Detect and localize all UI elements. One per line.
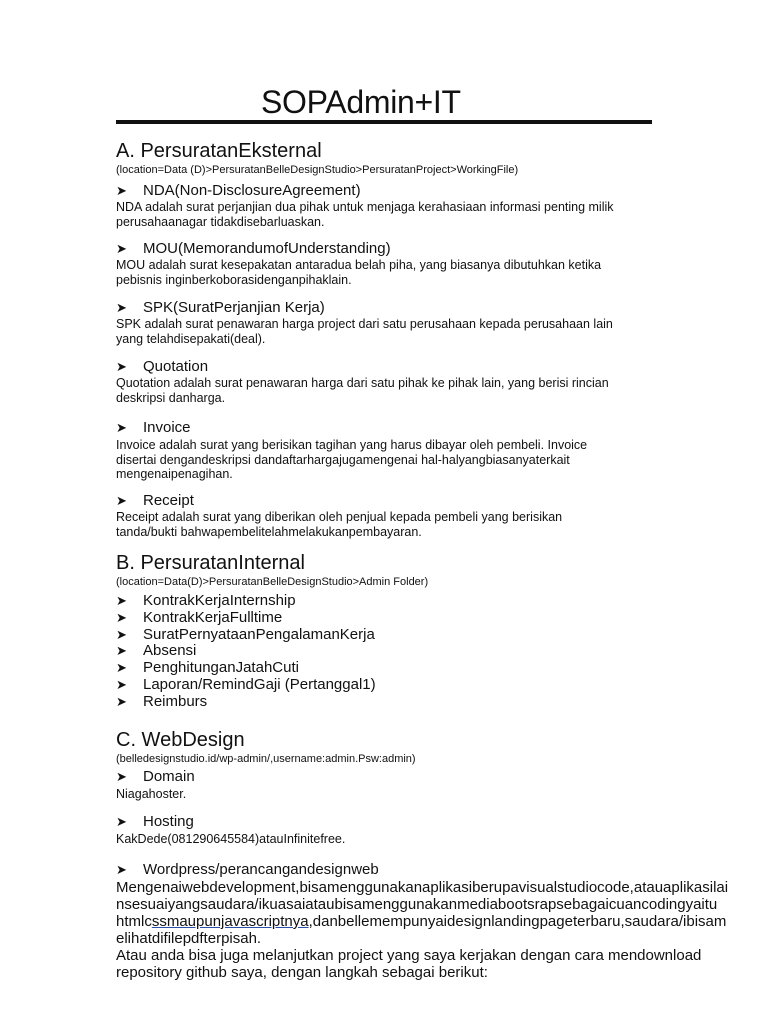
- title-underline: [116, 120, 652, 124]
- section-a-header: [116, 140, 756, 177]
- item-receipt: [116, 492, 756, 539]
- section-b-location: (location=Data(D)>PersuratanBelleDesignStudio>Admin Folder): [116, 576, 429, 588]
- item-label: Domain: [143, 768, 195, 785]
- list-item-label: KontrakKerjaInternship: [143, 591, 296, 609]
- paragraph-text: htmlc: [116, 913, 152, 930]
- arrow-bullet-icon: ➤: [116, 643, 127, 659]
- item-label: Wordpress/perancangandesignweb: [143, 861, 379, 878]
- arrow-bullet-icon: ➤: [116, 626, 127, 642]
- arrow-bullet-icon: ➤: [116, 609, 127, 625]
- paragraph-line: Mengenaiwebdevelopment,bisamenggunakanaplikasiberupavisualstudiocode,atauaplikasilai: [116, 879, 729, 896]
- item-label: Quotation: [143, 358, 209, 375]
- item-desc: Invoice adalah surat yang berisikan tagihan yang harus dibayar oleh pembeli. Invoice: [116, 438, 588, 452]
- item-desc: Receipt adalah surat yang diberikan oleh penjual kepada pembeli yang berisikan: [116, 510, 563, 524]
- item-desc: NDA adalah surat perjanjian dua pihak untuk menjaga kerahasiaan informasi penting milik: [116, 200, 614, 214]
- paragraph-line: repository github saya, dengan langkah sebagai berikut:: [116, 964, 488, 981]
- item-nda: [116, 182, 756, 229]
- item-invoice: [116, 419, 756, 482]
- list-item: [116, 592, 756, 609]
- list-item: [116, 676, 756, 693]
- item-desc: SPK adalah surat penawaran harga project dari satu perusahaan kepada perusahaan lain: [116, 317, 613, 331]
- item-domain: [116, 768, 756, 802]
- item-desc: deskripsi danharga.: [116, 390, 226, 405]
- arrow-bullet-icon: ➤: [116, 183, 127, 198]
- item-label: Invoice: [143, 419, 191, 436]
- item-quotation: [116, 358, 756, 405]
- arrow-bullet-icon: ➤: [116, 660, 127, 676]
- item-desc: Quotation adalah surat penawaran harga dari satu pihak ke pihak lain, yang berisi rincian: [116, 376, 609, 390]
- arrow-bullet-icon: ➤: [116, 420, 127, 435]
- item-hosting: [116, 813, 756, 847]
- item-mou: [116, 240, 756, 287]
- item-label: MOU(MemorandumofUnderstanding): [143, 240, 391, 257]
- wordpress-paragraph: [116, 879, 756, 981]
- item-desc: mengenaipenagihan.: [116, 467, 233, 481]
- section-b-heading: B. PersuratanInternal: [116, 552, 305, 574]
- item-label: SPK(SuratPerjanjian Kerja): [143, 299, 325, 316]
- list-item: [116, 609, 756, 626]
- list-item-label: Reimburs: [143, 692, 208, 710]
- item-spk: [116, 299, 756, 346]
- list-item-label: Laporan/RemindGaji (Pertanggal1): [143, 675, 376, 693]
- document-title: SOPAdmin+IT: [261, 84, 461, 120]
- arrow-bullet-icon: ➤: [116, 241, 127, 256]
- item-desc: disertai dengandeskripsi dandaftarhargajugamengenai hal-halyangbiasanyaterkait: [116, 452, 570, 467]
- arrow-bullet-icon: ➤: [116, 862, 127, 877]
- section-a-location: (location=Data (D)>PersuratanBelleDesignStudio>PersuratanProject>WorkingFile): [116, 164, 519, 176]
- item-desc: Niagahoster.: [116, 787, 187, 801]
- document-title-block: [116, 82, 652, 124]
- arrow-bullet-icon: ➤: [116, 300, 127, 315]
- item-desc: tanda/bukti bahwapembelitelahmelakukanpembayaran.: [116, 524, 422, 539]
- paragraph-line: [116, 913, 756, 930]
- item-label: Hosting: [143, 813, 194, 830]
- paragraph-line: Atau anda bisa juga melanjutkan project yang saya kerjakan dengan cara mendownload: [116, 947, 702, 964]
- item-desc: yang telahdisepakati(deal).: [116, 331, 266, 346]
- section-c-location: (belledesignstudio.id/wp-admin/,username:admin.Psw:admin): [116, 753, 416, 765]
- list-item-label: Absensi: [143, 642, 197, 660]
- arrow-bullet-icon: ➤: [116, 592, 127, 608]
- arrow-bullet-icon: ➤: [116, 693, 127, 709]
- item-label: NDA(Non-DisclosureAgreement): [143, 182, 361, 199]
- list-item: [116, 659, 756, 676]
- list-item-label: KontrakKerjaFulltime: [143, 608, 283, 626]
- list-item: [116, 693, 756, 710]
- section-b-list: [116, 592, 756, 710]
- item-label: Receipt: [143, 492, 194, 509]
- item-desc: MOU adalah surat kesepakatan antaradua belah piha, yang biasanya dibutuhkan ketika: [116, 258, 602, 272]
- list-item: [116, 642, 756, 659]
- list-item: [116, 626, 756, 643]
- section-b-header: [116, 552, 756, 589]
- section-a-heading: A. PersuratanEksternal: [116, 140, 322, 162]
- paragraph-text: ,danbellemempunyaidesignlandingpageterbaru,saudara/ibisam: [308, 913, 727, 930]
- arrow-bullet-icon: ➤: [116, 676, 127, 692]
- item-desc: perusahaanagar tidakdisebarluaskan.: [116, 214, 325, 229]
- arrow-bullet-icon: ➤: [116, 769, 127, 784]
- list-item-label: SuratPernyataanPengalamanKerja: [143, 625, 375, 643]
- paragraph-line: nsesuaiyangsaudara/ikuasaiataubisamenggunakanmediabootsrapsebagaicuancodingyaitu: [116, 896, 718, 913]
- item-desc: KakDede(081290645584)atauInfinitefree.: [116, 832, 346, 846]
- item-desc: pebisnis inginberkoborasidenganpihaklain.: [116, 272, 352, 287]
- list-item-label: PenghitunganJatahCuti: [143, 659, 299, 677]
- section-c-header: [116, 729, 756, 766]
- paragraph-line: elihatdifilepdfterpisah.: [116, 930, 262, 947]
- arrow-bullet-icon: ➤: [116, 814, 127, 829]
- arrow-bullet-icon: ➤: [116, 493, 127, 508]
- underlined-text: ssmaupunjavascriptnya: [151, 913, 309, 930]
- section-c-heading: C. WebDesign: [116, 729, 245, 751]
- item-wordpress: [116, 861, 756, 878]
- arrow-bullet-icon: ➤: [116, 359, 127, 374]
